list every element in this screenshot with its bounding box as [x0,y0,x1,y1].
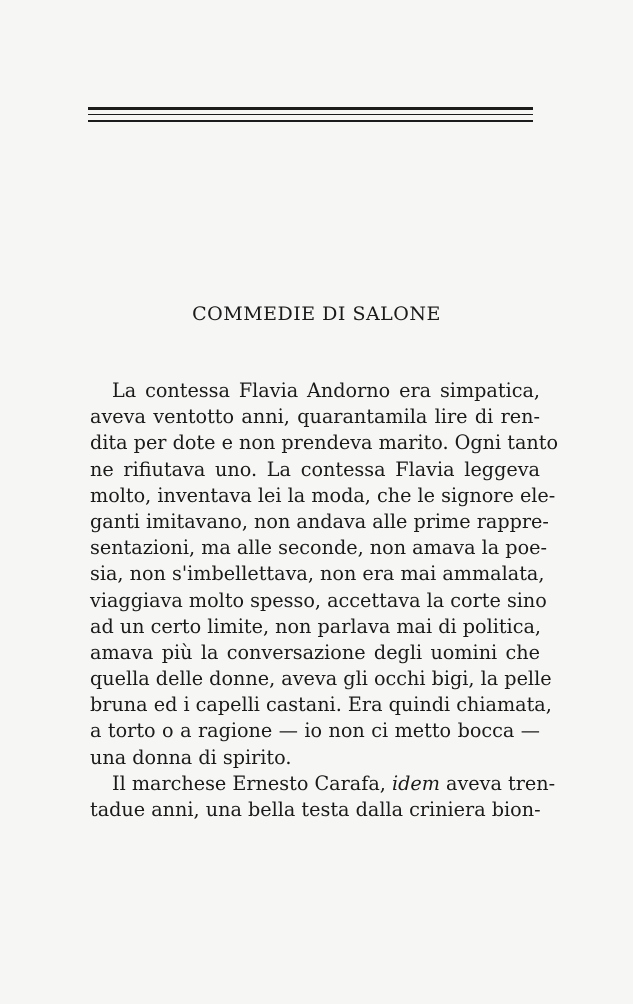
text-line: La contessa Flavia Andorno era simpatica, [112,379,540,402]
text-line: molto, inventava lei la moda, che le signore ele- [90,483,556,507]
header-rule-thick [88,107,533,110]
header-rule-bottom [88,120,533,122]
text-line: ad un certo limite, non parlava mai di politica, [90,614,541,638]
body-text [90,378,559,823]
text-run: aveva tren- [439,771,556,795]
text-line: a torto o a ragione — io non ci metto bocca — [90,719,540,743]
text-run: Il marchese Ernesto Carafa, [112,771,392,795]
text-line: ganti imitavano, non andava alle prime rappre- [90,509,549,533]
text-line: aveva ventotto anni, quarantamila lire di ren- [90,405,540,429]
italic-word: idem [391,771,440,795]
text-line: ne rifiutava uno. La contessa Flavia leggeva [90,457,540,481]
text-line [90,771,556,797]
text-line: tadue anni, una bella testa dalla criniera bion- [90,798,541,821]
chapter-title: COMMEDIE DI SALONE [192,303,441,325]
header-rule-thin [88,114,533,115]
text-line: bruna ed i capelli castani. Era quindi chiamata, [90,693,552,717]
text-line: sia, non s'imbellettava, non era mai ammalata, [90,562,545,586]
text-line: quella delle donne, aveva gli occhi bigi, la pelle [90,667,552,691]
text-line: amava più la conversazione degli uomini che [90,640,540,664]
text-line: una donna di spirito. [90,745,292,769]
text-line: sentazioni, ma alle seconde, non amava la poe- [90,536,547,560]
text-line: viaggiava molto spesso, accettava la corte sino [90,588,547,612]
text-line: dita per dote e non prendeva marito. Ogni tanto [90,431,559,455]
